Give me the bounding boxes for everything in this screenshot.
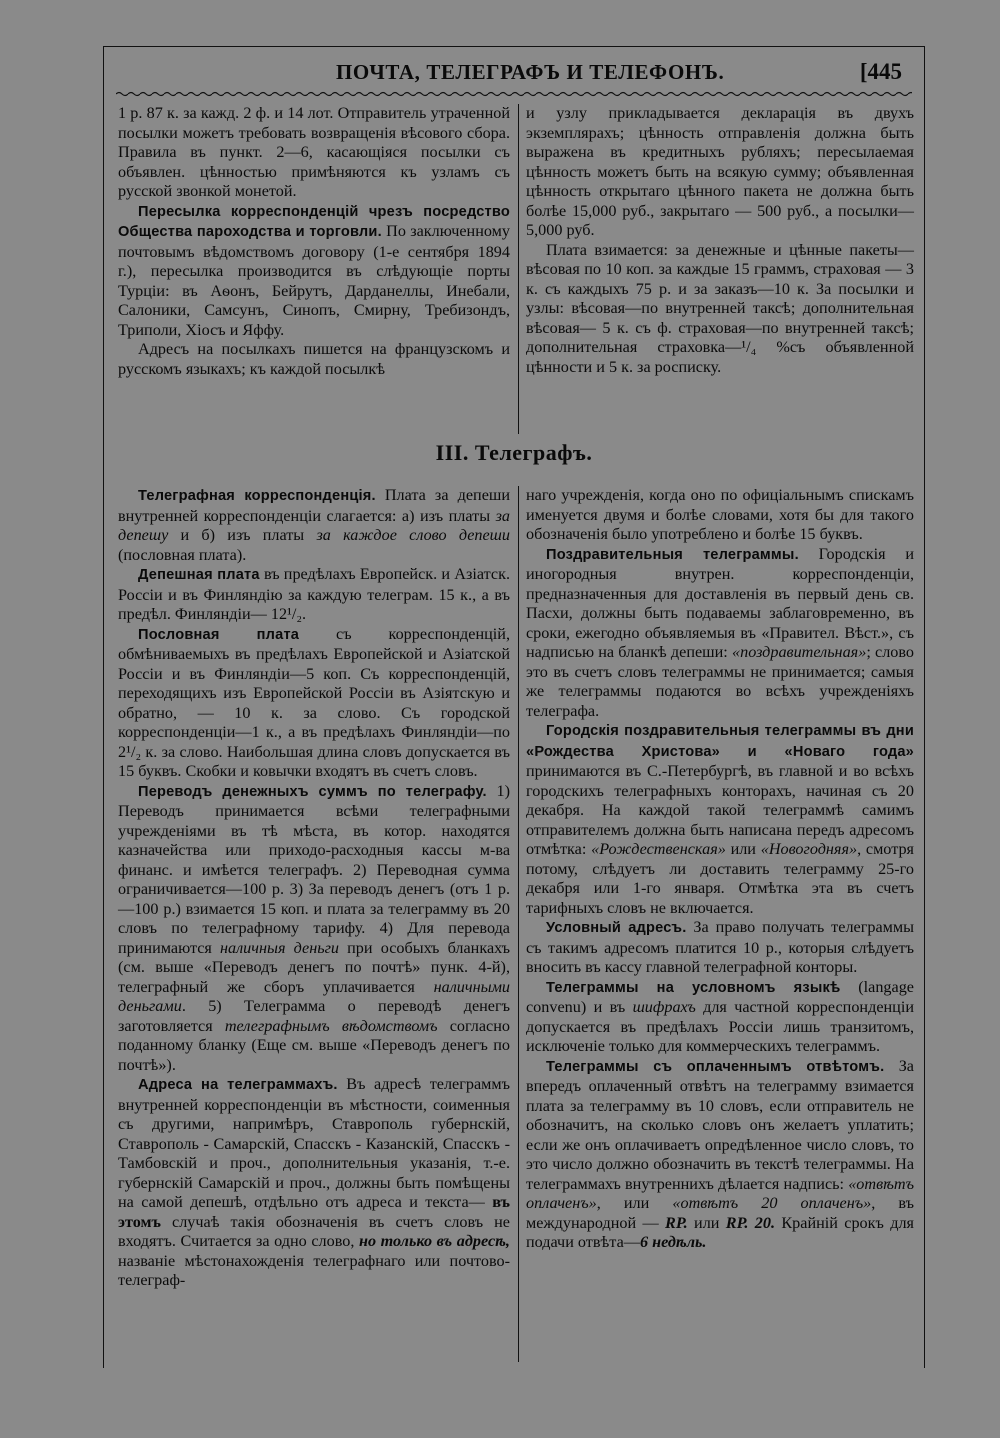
s5-i1: но только въ адресѣ, — [358, 1232, 510, 1250]
message-fee — [118, 565, 510, 625]
running-header — [104, 60, 924, 90]
r1-a: Городскія и иногородныя внутрен. корреспонденціи, предназначенныя для доставленія въ первый день св. Пасхи, должны быть подаваемы заблаговременно, въ сроки, ежегодно объявляемыя въ «Правител. Вѣст.», съ надписью на бланкѣ депеши: — [526, 544, 914, 661]
heading-prepaid-reply: Телеграммы съ оплаченнымъ отвѣтомъ. — [546, 1058, 885, 1075]
holiday-telegrams — [526, 721, 914, 918]
page-frame — [103, 46, 925, 1368]
top-left-p2 — [118, 202, 510, 341]
r5-e: Крайній срокъ для подачи отвѣта— — [526, 1213, 914, 1251]
s5-b: случаѣ такія обозначенія въ счетъ словъ не входятъ. Считается за одно слово, — [118, 1212, 510, 1250]
top-right-p2: Плата взимается: за денежные и цѣнные пакеты— вѣсовая по 10 коп. за каждые 15 граммъ, страховая — 3 к. съ каждыхъ 75 р. и за заказъ—10 к. За посылки и узлы: вѣсовая—по внутренней таксѣ; дополнительная вѣсовая— 5 к. съ ф. страховая—по внутренней таксѣ; дополнительная страховка—¹/₄ %съ объявленной цѣнности и 5 к. за росписку. — [526, 240, 914, 376]
top-left-p1: 1 р. 87 к. за кажд. 2 ф. и 14 лот. Отправитель утраченной посылки можетъ требовать возвращенія вѣсового сбора. Правила въ пункт. 2—6, касающіяся посылки съ объявлен. цѣнностью примѣняются къ узламъ съ русской звонкой монетой. — [118, 104, 510, 200]
s4-b: при особыхъ бланкахъ (см. выше «Переводъ денегъ по почтѣ» пунк. 4-й), телеграфный же сборъ уплачивается — [118, 938, 510, 996]
coded-telegrams — [526, 978, 914, 1057]
s5-c: названіе мѣстонахожденія телеграфнаго или почтово-телеграф- — [118, 1251, 510, 1289]
r4-b: для частной корреспонденціи допускается въ предѣлахъ Россіи лишь транзитомъ, исключеніе только для коммерческихъ телеграммъ. — [526, 998, 914, 1055]
r5-i1: «отвѣтъ оплаченъ» — [526, 1174, 914, 1212]
r2-a: принимаются въ С.-Петербургѣ, въ главной и во всѣхъ городскихъ телеграфныхъ конторахъ, начиная съ 20 декабря. На каждой такой телеграммѣ самимъ отправителемъ должна быть написана передъ адресомъ отмѣтка: — [526, 762, 914, 858]
telegraph-correspondence — [118, 486, 510, 565]
r4-a: (langage convenu) и въ — [526, 977, 914, 1016]
r2-i1: «Рождественская» — [591, 840, 726, 858]
section-title: III. Телеграфъ. — [435, 440, 593, 465]
word-fee — [118, 625, 510, 782]
r5-i2: «отвѣтъ 20 оплаченъ» — [672, 1194, 872, 1212]
s1-i1: за депешу — [118, 506, 510, 544]
bottom-right-continuation: наго учрежденія, когда оно по офиціальнымъ спискамъ именуется двумя и болѣе словами, хотя бы для такого обозначенія было употреблено и болѣе 15 буквъ. — [526, 486, 914, 543]
top-right-p1: и узлу прикладывается декларація въ двухъ экземплярахъ; цѣнность отправленія должна быть выражена въ кредитныхъ рубляхъ; пересылаемая цѣнность можетъ быть на всякую сумму; объявленная цѣнность открытаго цѣнного пакета не должна быть болѣе 15,000 руб., закрытаго — 500 руб., а посылки— 5,000 руб. — [526, 104, 914, 239]
money-transfer — [118, 782, 510, 1076]
heading-money-transfer: Переводъ денежныхъ суммъ по телеграфу. — [138, 783, 487, 800]
r5-d: или — [687, 1213, 726, 1232]
greeting-telegrams — [526, 545, 914, 722]
r2-b: или — [725, 840, 761, 858]
s4-i2: наличными деньгами — [118, 977, 510, 1015]
header-title: ПОЧТА, ТЕЛЕГРАФЪ И ТЕЛЕФОНЪ. — [336, 60, 725, 84]
r1-i1: «поздравительная» — [732, 643, 867, 661]
bottom-left-column — [118, 486, 510, 1291]
frame-top-rule — [104, 46, 924, 47]
r5-i3: RP. — [665, 1213, 688, 1232]
prepaid-reply — [526, 1057, 914, 1253]
wavy-rule — [116, 90, 912, 98]
top-left-p2-text: По заключенному почтовымъ вѣдомствомъ договору (1-е сентября 1894 г.), пересылка производится въ слѣдующіе порты Турціи: въ Аѳонъ, Бейрутъ, Дарданеллы, Инебали, Салоники, Самсунъ, Синопъ, Смирну, Требизондъ, Триполи, Хіосъ и Яффу. — [118, 222, 510, 339]
conditional-address — [526, 918, 914, 978]
bottom-right-column — [526, 486, 914, 1253]
s4-a: 1) Переводъ принимается всѣми телеграфными учрежденіями въ тѣ мѣста, въ котор. находятся казначейства или приходо-расходныя кассы м-ва финанс. и имѣется телеграфъ. 2) Переводная сумма ограничивается—100 р. 3) За переводъ денегъ (отъ 1 р.—100 р.) взимается 15 коп. и плата за телеграмму въ 20 словъ по телеграфному тарифу. 4) Для перевода принимаются — [118, 781, 510, 957]
r5-a: За впередъ оплаченный отвѣтъ на телеграмму взимается плата за телеграмму въ 10 словъ, если отправитель не обозначитъ, на сколько словъ онъ желаетъ уплатить; если же онъ оплачиваетъ опредѣленное число словъ, то это число должно обозначить въ текстѣ телеграммы. На телеграммахъ внутреннихъ дѣлается надпись: — [526, 1056, 914, 1193]
bottom-column-divider — [518, 486, 519, 1362]
s5-a: Въ адресѣ телеграммъ внутренней корреспонденціи въ мѣстности, соименныя съ другими, напримѣръ, Ставрополь губернскій, Ставрополь - Самарскій, Спасскъ - Казанскій, Спасскъ - Тамбовскій и проч., дополнительныя указанія, т.-е. губернскій Самарскій и проч., должны быть помѣщены на самой депешѣ, отдѣльно отъ адреса и текста— — [118, 1075, 511, 1211]
s4-c: . 5) Телеграмма о переводѣ денегъ заготовляется — [118, 997, 510, 1035]
s4-d: согласно поданному бланку (Еще см. выше «Переводъ денегъ по почтѣ»). — [118, 1016, 510, 1074]
s4-i1: наличныя деньги — [219, 938, 340, 957]
page-number: [445 — [859, 59, 902, 84]
heading-message-fee: Депешная плата — [138, 567, 260, 583]
s5-bold: въ этомъ — [118, 1193, 510, 1231]
heading-coded-telegrams: Телеграммы на условномъ языкѣ — [546, 979, 841, 996]
top-right-column — [526, 104, 914, 377]
telegram-addresses — [118, 1075, 510, 1291]
s1-a: Плата за депеши внутренней корреспонденціи слагается: а) изъ платы — [118, 486, 511, 525]
heading-shipping: Пересылка корреспонденцій чрезъ посредство Общества пароходства и торговли. — [118, 203, 510, 240]
s3-text: съ корреспонденцій, обмѣниваемыхъ въ предѣлахъ Европейской и Азіатской Россіи и въ Финляндіи—5 коп. Съ корреспонденцій, переходящихъ изъ Европейской Россіи въ Азіятскую и обратно, — 10 к. за слово. Съ городской корреспонденціи—1 к., а въ предѣлахъ Финляндіи—по 2¹/₂ к. за слово. Наибольшая длина словъ допускается въ 15 буквъ. Скобки и ковычки входятъ въ счетъ словъ. — [118, 624, 510, 780]
r5-i5: 6 недѣль. — [639, 1233, 707, 1251]
top-column-divider — [518, 104, 519, 434]
r2-c: , смотря потому, слѣдуетъ ли доставить телеграмму 25-го декабря или 1-го января. Отмѣтка эта въ счетъ тарифныхъ словъ не включается. — [526, 840, 914, 917]
s1-c: (пословная плата). — [118, 545, 247, 564]
heading-greeting-telegrams: Поздравительныя телеграммы. — [546, 546, 799, 563]
r5-b: , или — [596, 1194, 673, 1212]
heading-word-fee: Пословная плата — [138, 626, 300, 643]
s4-i3: телеграфнымъ вѣдомствомъ — [224, 1016, 438, 1035]
r2-i2: «Новогодняя» — [760, 840, 858, 858]
heading-conditional-address: Условный адресъ. — [546, 920, 687, 936]
heading-holiday-telegrams: Городскія поздравительныя телеграммы въ дни «Рождества Христова» и «Новаго года» — [526, 723, 914, 760]
s1-b: и б) изъ платы — [168, 526, 317, 544]
r5-i4: RP. 20. — [725, 1213, 776, 1232]
r4-i1: шифрахъ — [632, 998, 696, 1016]
r5-c: , въ международной — — [526, 1194, 914, 1232]
s1-i2: за каждое слово депеши — [316, 526, 510, 544]
top-left-p3: Адресъ на посылкахъ пишется на французскомъ и русскомъ языкахъ; къ каждой посылкѣ — [118, 340, 510, 378]
heading-telegram-addresses: Адреса на телеграммахъ. — [138, 1077, 338, 1093]
r1-b: ; слово это въ счетъ словъ телеграммы не принимается; самыя же телеграммы подаются во всѣхъ учрежденіяхъ телеграфа. — [526, 643, 914, 720]
heading-telegraph-correspondence: Телеграфная корреспонденція. — [138, 488, 376, 504]
r3-text: За право получать телеграммы съ такимъ адресомъ платится 10 р., которыя слѣдуетъ вносить въ кассу главной телеграфной конторы. — [526, 918, 914, 976]
top-left-column — [118, 104, 510, 379]
s2-text: въ предѣлахъ Европейск. и Азіатск. Россіи и въ Финляндію за каждую телеграм. 15 к., а въ предѣл. Финляндіи— 12¹/₂. — [118, 565, 510, 623]
